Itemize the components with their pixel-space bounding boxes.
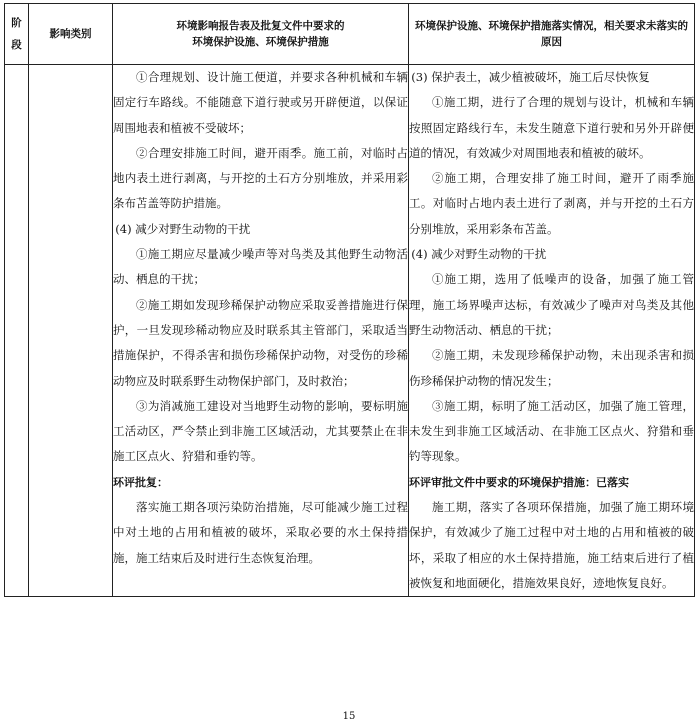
requirement-subheading: (4) 减少对野生动物的干扰 <box>115 221 251 236</box>
requirement-paragraph: ②合理安排施工时间，避开雨季。施工前，对临时占地内表土进行剥离，与开挖的土石方分别堆放，并采用彩条布苫盖等防护措施。 <box>113 145 408 211</box>
implementation-paragraph: ①施工期，选用了低噪声的设备，加强了施工管理，施工场界噪声达标，有效减少了噪声对鸟类及其他野生动物活动、栖息的干扰； <box>409 272 694 337</box>
requirements-header-line-2: 环境保护设施、环境保护措施 <box>192 36 329 48</box>
requirements-cell <box>113 65 409 597</box>
implementation-paragraph: ②施工期，合理安排了施工时间，避开了雨季施工。对临时占地内表土进行了剥离，并与开挖的土石方分别堆放，采用彩条布苫盖。 <box>409 171 694 236</box>
implementation-subheading: (3) 保护表土，减少植被破坏，施工后尽快恢复 <box>411 70 650 84</box>
implementation-paragraph: ②施工期，未发现珍稀保护动物，未出现杀害和损伤珍稀保护动物的情况发生； <box>409 348 694 388</box>
stage-column-header <box>5 4 29 65</box>
implementation-paragraph: 施工期，落实了各项环保措施，加强了施工期环境保护，有效减少了施工过程中对土地的占用和植被的破坏，采取了相应的水土保持措施，施工结束后进行了植被恢复和地面硬化，措施效果良好，迹地恢复良好。 <box>409 500 694 590</box>
page-number: 15 <box>342 711 356 722</box>
implementation-paragraph: ①施工期，进行了合理的规划与设计，机械和车辆按照固定路线行车，未发生随意下道行驶和另外开辟便道的情况，有效减少对周围地表和植被的破坏。 <box>409 95 694 160</box>
environmental-measures-table <box>4 3 695 597</box>
requirements-header-line-1: 环境影响报告表及批复文件中要求的 <box>176 20 345 32</box>
implementation-header-line-1: 环境保护设施、环境保护措施落实情况，相关要求未落实的 <box>415 20 688 32</box>
implementation-paragraph: ③施工期，标明了施工活动区，加强了施工管理，未发生到非施工区域活动、在非施工区点火、狩猎和垂钓等现象。 <box>409 398 694 464</box>
stage-header-char-1: 阶 <box>11 17 22 29</box>
stage-cell <box>5 65 29 597</box>
requirements-column-header <box>113 4 409 65</box>
approval-status-heading: 环评审批文件中要求的环境保护措施：已落实 <box>409 475 629 489</box>
table-row <box>5 65 695 597</box>
category-cell <box>29 65 113 597</box>
requirement-paragraph: ②施工期如发现珍稀保护动物应采取妥善措施进行保护，一旦发现珍稀动物应及时联系其主管部门，采取适当措施保护，不得杀害和损伤珍稀保护动物，对受伤的珍稀动物应及时联系野生动物保护部门，及时救治； <box>113 297 408 388</box>
implementation-column-header <box>409 4 695 65</box>
category-column-header: 影响类别 <box>29 4 113 65</box>
implementation-header-line-2: 原因 <box>541 36 562 48</box>
requirement-paragraph: ①施工期应尽量减少噪声等对鸟类及其他野生动物活动、栖息的干扰； <box>113 247 408 287</box>
stage-header-char-2: 段 <box>11 39 22 51</box>
requirement-paragraph: ③为消减施工建设对当地野生动物的影响，要标明施工活动区，严令禁止到非施工区域活动，尤其要禁止在非施工区点火、狩猎和垂钓等。 <box>113 398 408 464</box>
table-header-row <box>5 4 695 65</box>
requirement-paragraph: ①合理规划、设计施工便道，并要求各种机械和车辆固定行车路线。不能随意下道行驶或另开辟便道，以保证周围地表和植被不受破坏； <box>113 70 408 135</box>
implementation-subheading: (4) 减少对野生动物的干扰 <box>411 247 547 262</box>
approval-heading: 环评批复： <box>113 475 168 489</box>
implementation-cell <box>409 65 695 597</box>
requirement-paragraph: 落实施工期各项污染防治措施，尽可能减少施工过程中对土地的占用和植被的破坏，采取必要的水土保持措施，施工结束后及时进行生态恢复治理。 <box>113 500 408 565</box>
